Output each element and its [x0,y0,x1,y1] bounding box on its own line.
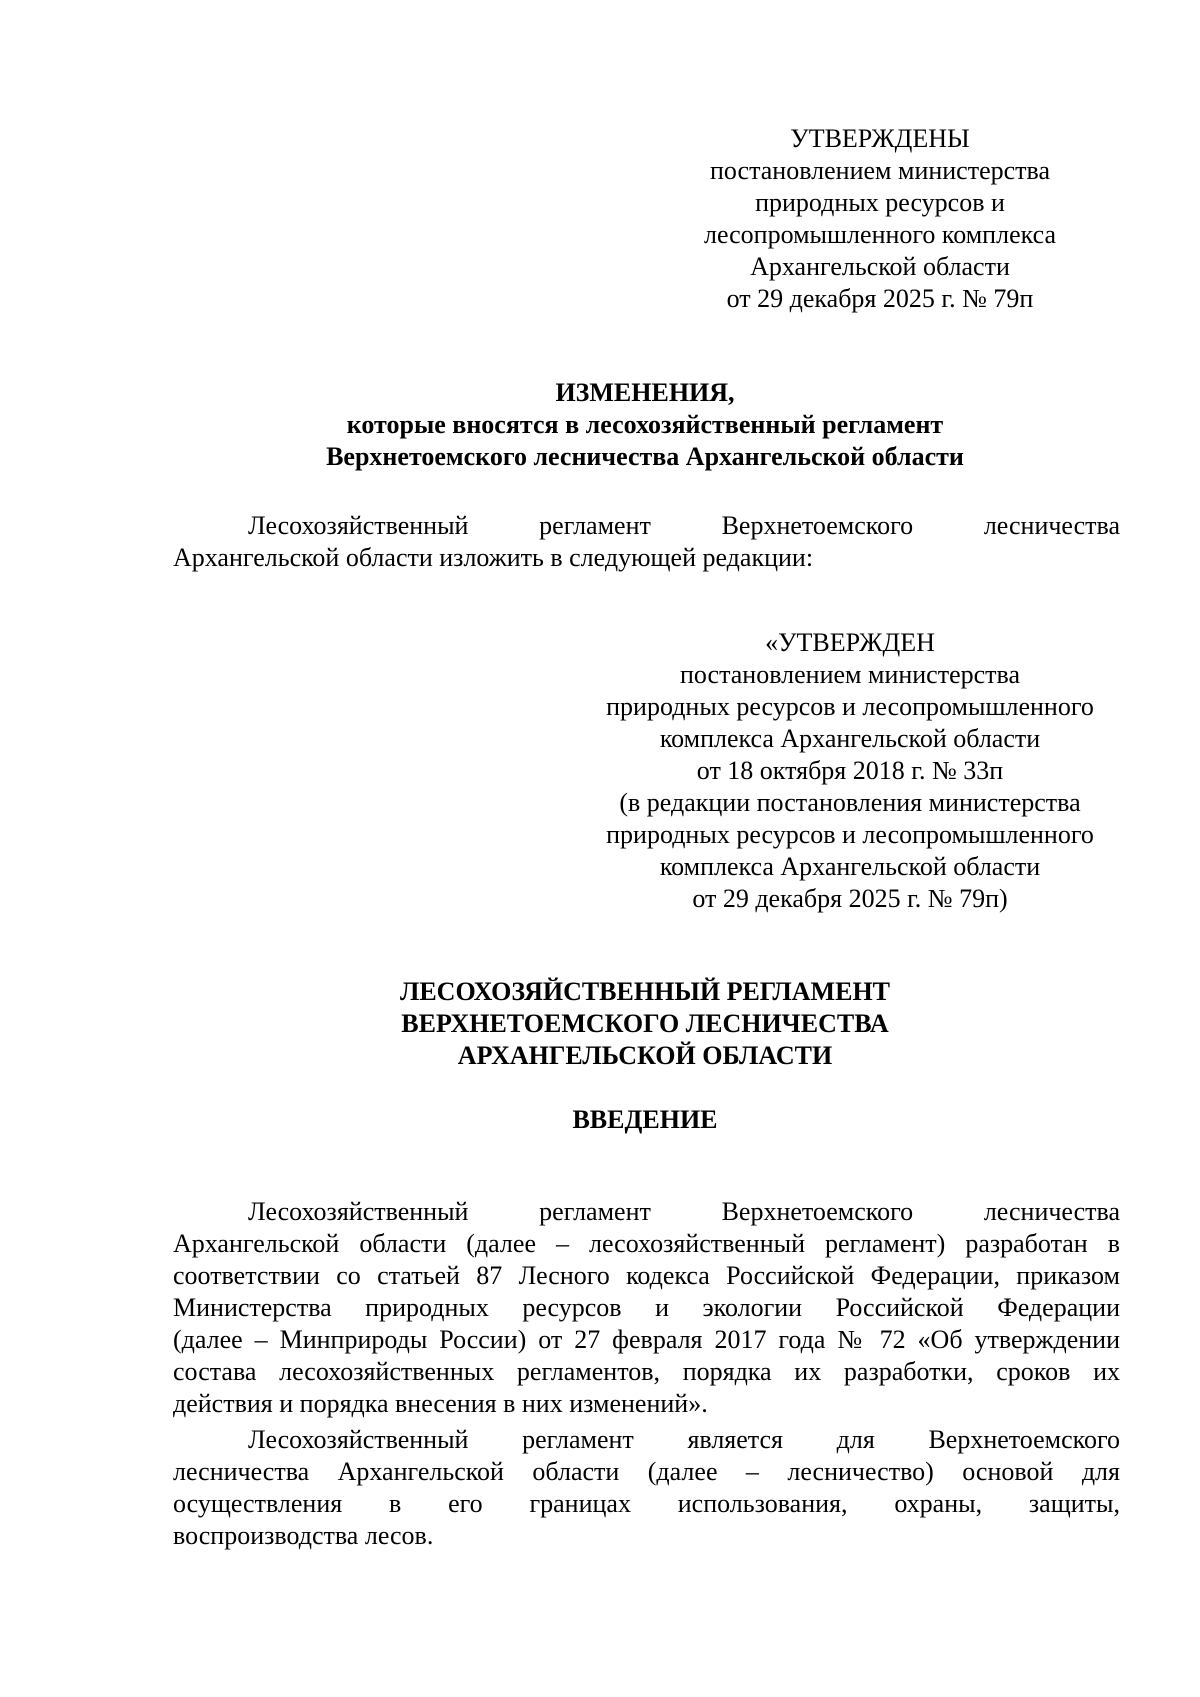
changes-title-line: Верхнетоемского лесничества Архангельской области [326,442,964,471]
changes-title-line: ИЗМЕНЕНИЯ, [555,378,735,407]
approval-line: комплекса Архангельской области [659,852,1041,881]
paragraph-line: лесничества Архангельской области (далее – лесничество) основой для [173,1457,1120,1486]
approval-heading: УТВЕРЖДЕНЫ [790,124,970,153]
regulation-title [170,976,1120,1072]
approval-line: (в редакции постановления министерства [619,788,1081,817]
paragraph-introduction-2 [173,1424,1120,1552]
section-heading-introduction: ВВЕДЕНИЕ [572,1105,718,1134]
paragraph-line: Лесохозяйственный регламент Верхнетоемского лесничества [248,511,1120,540]
paragraph-line: соответствии со статьей 87 Лесного кодекса Российской Федерации, приказом [173,1261,1120,1290]
approval-line: лесопромышленного комплекса [703,220,1056,249]
regulation-title-line: ЛЕСОХОЗЯЙСТВЕННЫЙ РЕГЛАМЕНТ [399,977,891,1006]
approval-line: постановлением министерства [679,660,1021,689]
approval-line: постановлением министерства [709,156,1051,185]
changes-title-line: которые вносятся в лесохозяйственный регламент [346,410,944,439]
approval-stamp-block [660,123,1100,315]
approval-heading: «УТВЕРЖДЕН [765,628,935,657]
changes-title [170,377,1120,473]
regulation-title-line: АРХАНГЕЛЬСКОЙ ОБЛАСТИ [457,1041,833,1070]
approval-line: природных ресурсов и лесопромышленного [606,820,1094,849]
paragraph-introduction-1 [173,1196,1120,1420]
regulation-title-line: ВЕРХНЕТОЕМСКОГО ЛЕСНИЧЕСТВА [401,1009,889,1038]
approval-date-number: от 29 декабря 2025 г. № 79п [726,284,1034,313]
paragraph-line: действия и порядка внесения в них изменений». [173,1389,708,1418]
paragraph-line: Министерства природных ресурсов и экологии Российской Федерации [173,1293,1120,1322]
paragraph-line: Лесохозяйственный регламент Верхнетоемского лесничества [248,1197,1120,1226]
paragraph-line: Архангельской области (далее – лесохозяйственный регламент) разработан в [173,1229,1120,1258]
approval-line: природных ресурсов и [755,188,1005,217]
paragraph-line: Лесохозяйственный регламент является для Верхнетоемского [248,1425,1120,1454]
paragraph-line: состава лесохозяйственных регламентов, порядка их разработки, сроков их [173,1357,1120,1386]
paragraph-line: (далее – Минприроды России) от 27 февраля 2017 года № 72 «Об утверждении [173,1325,1120,1354]
approval-line: комплекса Архангельской области [659,724,1041,753]
approval-date-number: от 18 октября 2018 г. № 33п [696,756,1004,785]
regulation-approval-block [570,627,1130,915]
paragraph-line: осуществления в его границах использования, охраны, защиты, [173,1489,1120,1518]
approval-line: природных ресурсов и лесопромышленного [606,692,1094,721]
paragraph-line: Архангельской области изложить в следующей редакции: [173,543,814,572]
paragraph-line: воспроизводства лесов. [173,1521,434,1550]
paragraph-intro-statement [173,510,1120,574]
approval-date-number: от 29 декабря 2025 г. № 79п) [692,884,1008,913]
approval-line: Архангельской области [750,252,1010,281]
